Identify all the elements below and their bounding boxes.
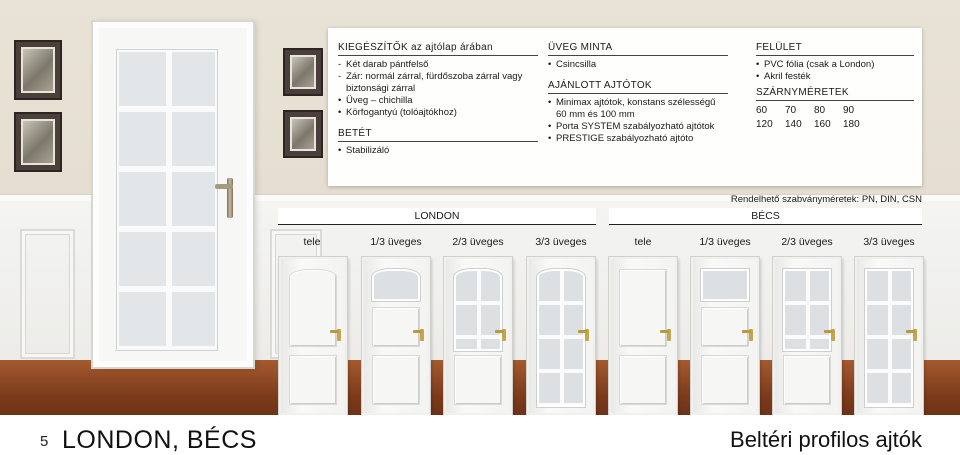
picture-frame [14,40,62,100]
variant-label: tele [303,236,321,248]
leaf-sizes-title: SZÁRNYMÉRETEK [756,87,914,101]
door-london-solid [279,257,347,415]
leaf-sizes-row [756,118,914,132]
size-value: 120 [756,119,773,130]
list-item: • Üveg – chichilla [338,95,538,107]
recommended-list [548,97,728,145]
group-label-becs: BÉCS [609,208,922,225]
variant-label: 2/3 üveges [781,236,833,248]
variant-label: 1/3 üveges [699,236,751,248]
door-handle-icon [667,329,671,341]
door-glass [117,50,217,350]
list-item: • PRESTIGE szabályozható ajtóto [548,133,728,145]
picture-frame [283,48,323,96]
surface-list [756,59,914,83]
door-london-third-glass [362,257,430,415]
featured-door [93,22,253,367]
door-becs-full-glass [855,257,923,415]
door-london-two-thirds-glass [444,257,512,415]
insert-list [338,145,538,157]
glass-list [548,59,728,71]
page-title: LONDON, BÉCS [62,426,257,454]
door-handle-icon [227,178,233,218]
list-item: • Porta SYSTEM szabályozható ajtótok [548,121,728,133]
catalog-section-title: Beltéri profilos ajtók [730,427,922,452]
variant-label: 3/3 üveges [863,236,915,248]
variant-label: 1/3 üveges [370,236,422,248]
door-handle-icon [502,329,506,341]
size-value: 80 [814,105,826,116]
door-handle-icon [749,329,753,341]
spec-column-glass [548,42,728,149]
group-label-london: LONDON [278,208,596,225]
door-becs-third-glass [691,257,759,415]
variant-label: tele [634,236,652,248]
glass-title: ÜVEG MINTA [548,42,728,56]
surface-title: FELÜLET [756,42,914,56]
size-value: 60 [756,105,768,116]
size-value: 180 [843,119,860,130]
variant-label: 2/3 üveges [452,236,504,248]
page-footer [0,415,960,455]
door-handle-icon [831,329,835,341]
list-item: • PVC fólia (csak a London) [756,59,914,71]
insert-title: BETÉT [338,128,538,142]
accessories-title: KIEGÉSZÍTŐK az ajtólap árában [338,42,538,56]
spec-column-accessories [338,42,538,161]
variant-labels [0,236,960,250]
leaf-sizes-row [756,104,914,118]
size-value: 90 [843,105,855,116]
list-item: • Stabilizáló [338,145,538,157]
recommended-title: AJÁNLOTT AJTÓTOK [548,80,728,94]
size-value: 70 [785,105,797,116]
size-value: 160 [814,119,831,130]
picture-frame [283,110,323,158]
page-number: 5 [40,433,49,450]
availability-note: Rendelhető szabványméretek: PN, DIN, CSN [730,194,922,205]
door-becs-solid [609,257,677,415]
door-handle-icon [337,329,341,341]
spec-column-surface [756,42,914,132]
list-item: - Két darab pántfelső [338,59,538,71]
list-item: • Minimax ajtótok, konstans szélességű 60 mm és 100 mm [548,97,728,121]
list-item: - Zár: normál zárral, fürdőszoba zárral vagy biztonsági zárral [338,71,538,95]
list-item: • Akril festék [756,71,914,83]
accessories-list [338,59,538,119]
door-becs-two-thirds-glass [773,257,841,415]
list-item: • Körfogantyú (tolóajtókhoz) [338,107,538,119]
list-item: • Csincsilla [548,59,728,71]
door-handle-icon [420,329,424,341]
door-london-full-glass [527,257,595,415]
door-handle-icon [585,329,589,341]
spec-box [328,28,922,186]
variant-label: 3/3 üveges [535,236,587,248]
size-value: 140 [785,119,802,130]
door-handle-icon [913,329,917,341]
picture-frame [14,112,62,172]
